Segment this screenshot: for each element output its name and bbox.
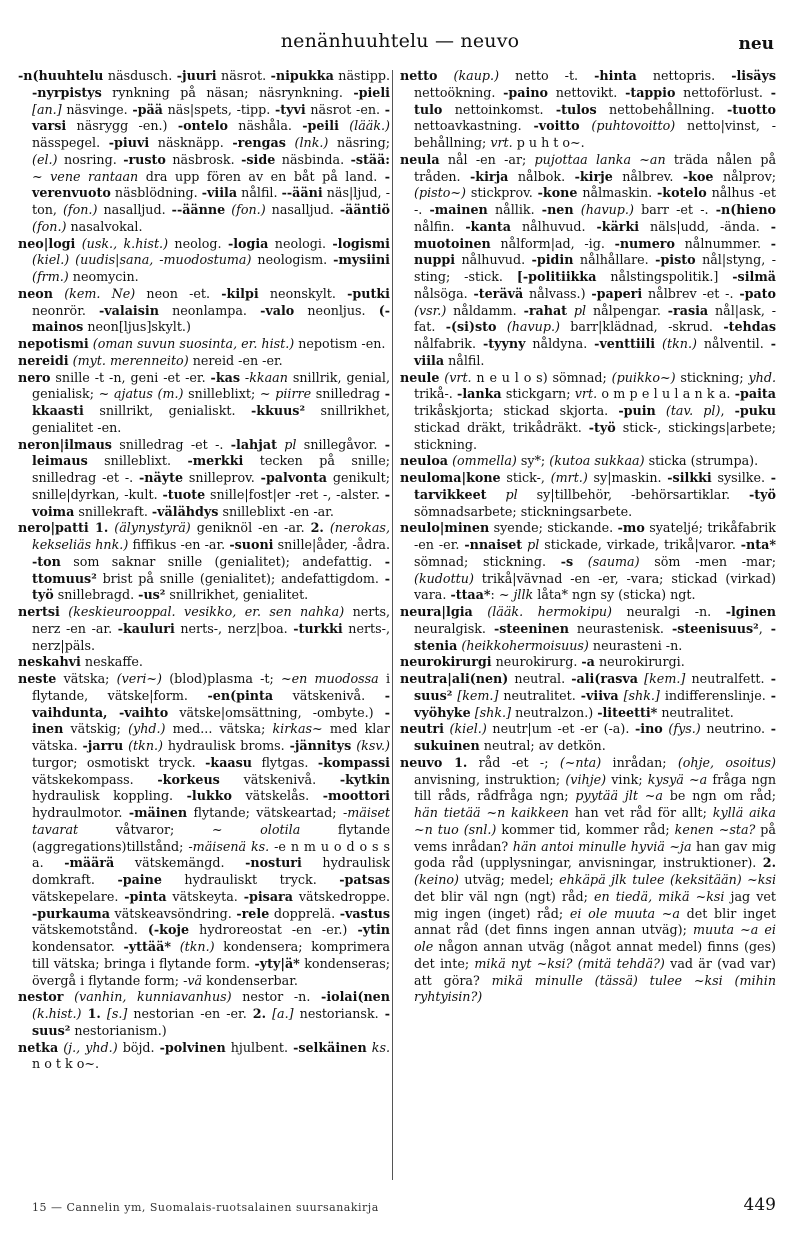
dictionary-entry: neuvo 1. råd -et -; (~nta) inrådan; (ohje, osoitus) anvisning, instruktion; (vihje) vink; kysyä ~a fråga ngn till råds, rådfråga ngn; pyytää jlt ~a be ngn om råd; hän tietää ~n kaikkeen han vet råd för allt; kyllä aika ~n tuo (snl.) kommer tid, kommer råd; kenen ~sta? på vems inrådan? hän antoi minulle hyviä ~ja han gav mig goda råd (upplysningar, anvisningar, instruktioner). 2. (keino) utväg; medel; ehkäpä jlk tulee (keksitään) ~ksi det blir väl ngn (ngt) råd; en tiedä, mikä ~ksi jag vet mig ingen (inget) råd; ei ole muuta ~a det blir inget annat råd (det finns ingen annan utväg); muuta ~a ei ole någon annan utväg (något annat medel) finns (ges) det inte; mikä nyt ~ksi? (mitä tehdä?) vad är (vad var) att göra? mikä minulle (tässä) tulee ~ksi (mihin ryhtyisin?) — [400, 754, 776, 1005]
page-number: 449 — [743, 1195, 776, 1215]
dictionary-entry: neron|ilmaus snilledrag -et -. -lahjat pl snillegåvor. -leimaus snilleblixt. -merkki tecken på snille; snilledrag -et -. -näyte snilleprov. -palvonta geniku​lt; snille|dyrkan, -kult. -tuote snille|fost|er -ret -, -alster. -voima snillekraft. -välähdys snilleblixt -en -ar. — [18, 436, 390, 519]
dictionary-entry: neutra|ali(nen) neutral. -ali(rasva [kem.] neutralfett. -suus² [kem.] neutralitet. -viiva [shk.] indifferenslinje. -vyöhyke [shk.] neutralzon.) -liteetti* neutralitet. — [400, 671, 776, 720]
dictionary-entry: nereidi (myt. merenneito) nereid -en -er. — [18, 352, 283, 368]
dictionary-entry: nertsi (keskieurooppal. vesikko, er. sen nahka) nerts, nerz -en -ar. -kauluri nerts-, nerz|boa. -turkki nerts-, nerz|päls. — [18, 604, 390, 653]
dictionary-entry: nepotismi (oman suvun suosinta, er. hist.) nepotism -en. — [18, 336, 386, 351]
dictionary-entry: neula nål -en -ar; pujottaa lanka ~an träda nålen på tråden. -kirja nålbok. -kirje nålbrev. -koe nålprov; (pisto~) stickprov. -kone nålmaskin. -kotelo nålhus -et -. -mainen nållik. -nen (havup.) barr -et -. -n(hieno nålfin. -kanta nålhuvud. -kärki näls|udd, -ända. -muotoinen nålform|ad, -ig. -numero nålnummer. -nuppi nålhuvud. -pidin nålhållare. -pisto nål|styng, -sting; -stick. [-politiikka nålstingspolitik.] -silmä nålsöga. -terävä nålvass.) -paperi nålbrev -et -. -pato (vsr.) nåldamm. -rahat pl nålpengar. -rasia nål|ask, -fat. -(si)sto (havup.) barr|klädnad, -skrud. -tehdas nålfabrik. -tyyny nåldyna. -venttiili (tkn.) nålventil. -viila nålfil. — [400, 151, 776, 368]
column-divider — [392, 70, 393, 1180]
page-header — [0, 28, 800, 62]
dictionary-entry: neutri (kiel.) neutr|um -et -er (-a). -ino (fys.) neutrino. -sukuinen neutral; av detkön. — [400, 721, 776, 753]
dictionary-entry: neon (kem. Ne) neon -et. -kilpi neonskylt. -putki neonrör. -valaisin neonlampa. -valo neonljus. (-mainos neon[ljus]skylt.) — [18, 285, 390, 335]
dictionary-entry: neule (vrt. n e u l o s) sömnad; (puikko~) stickning; yhd. trikå-. -lanka stickgarn; vrt. o m p e l u l a n k a. -paita trikåskjorta; stickad skjorta. -puin (tav. pl), -puku stickad dräkt, trikådräkt. -työ stick-, stickings|arbete; stickning. — [400, 369, 776, 452]
dictionary-entry: neskahvi neskaffe. — [18, 654, 143, 670]
dictionary-entry: neulo|minen syende; stickande. -mo syatelјé; trikåfabrik -en -er. -nnaiset pl stickade, virkade, trikå|varor. -nta* sömnad; stickning. -s (sauma) söm -men -mar; (kudottu) trikå|vävnad -en -er, -vara; stickad (virkad) vara. -ttaa*: ~ jllk låta* ngn sy (sticka) ngt. — [400, 520, 776, 603]
dictionary-entry: netka (j., yhd.) böjd. -polvinen hjulbent. -selkäinen ks. n o t k o~. — [18, 1039, 390, 1072]
running-head: nenänhuuhtelu — neuvo — [280, 30, 520, 52]
dictionary-entry: neura|lgia (lääk. hermokipu) neuralgi -n. -lginen neuralgisk. -steeninen neurastenisk. -steenisuus², -stenia (heikkohermoisuus) neurasteni -n. — [400, 604, 776, 653]
guide-word: neu — [738, 34, 774, 54]
dictionary-entry: neuloma|kone stick-, (mrt.) sy|maskin. -silkki sysilke. -tarvikkeet pl sy|tillbehör, -behörsartiklar. -työ sömnadsarbete; stickningsarbete. — [400, 470, 776, 519]
dictionary-entry: nestor (vanhin, kunniavanhus) nestor -n. -iolai(nen (k.hist.) 1. [s.] nestorian -en -er. 2. [a.] nestoriansk. -suus² nestorianism.) — [18, 989, 390, 1038]
dictionary-entry: nero|patti 1. (älynystyrä) geniknöl -en -ar. 2. (nerokas, kekseliäs hnk.) fiffikus -en -ar. -suoni snille|åder, -ådra. -ton som saknar snille (genialitet); andefattig. -ttomuus² brist på snille (genialitet); andefattigdom. -työ snillebragd. -us² snillrikhet, genialitet. — [18, 520, 390, 603]
dictionary-entry: netto (kaup.) netto -t. -hinta nettopris. -lisäys nettoökning. -paino nettovikt. -tappio nettoförlust. -tulo nettoinkomst. -tulos nettobehållning. -tuotto nettoavkastning. -voitto (puhtovoitto) netto|vinst, -behållning; vrt. p u h t o~. — [400, 68, 776, 150]
dictionary-entry: neo|logi (usk., k.hist.) neolog. -logia neologi. -logismi (kiel.) (uudis|sana, -muodostuma) neologism. -mysiini (frm.) neomycin. — [18, 235, 390, 284]
printer-signature: 15 — Cannelin ym, Suomalais-ruotsalainen suursanakirja — [32, 1201, 379, 1214]
dictionary-entry: neuloa (ommella) sy*; (kutoa sukkaa) sticka (strumpa). — [400, 453, 759, 469]
dictionary-entry: nero snille -t -n, geni -et -er. -kas -kkaan snillrik, genial, genialisk; ~ ajatus (m.) snilleblixt; ~ piirre snilledrag -kkaasti snillrikt, genialiskt. -kkuus² snillrikhet, genialitet -en. — [18, 369, 390, 435]
dictionary-entry: neurokirurgi neurokirurg. -a neurokirurgi. — [400, 654, 685, 670]
page-footer — [0, 1195, 800, 1221]
dictionary-entry: -n(huuhtelu näsdusch. -juuri näsrot. -nipukka nästipp. -nyrpistys rynkning på näsan; näsrynkning. -pieli [an.] näsvinge. -pää näs|spets, -tipp. -tyvi näsrot -en. -varsi näsrygg -en.) -ontelo näshåla. -peili (lääk.) nässpegel. -piuvi näsknäpp. -rengas (lnk.) näsring; (el.) nosring. -rusto näsbrosk. -side näsbinda. -stää: ~ vene rantaan dra upp fören av en båt på land. -verenvuoto näsblödning. -viila nålfil. --ääni näs|ljud, -ton, (fon.) nasalljud. --äänne (fon.) nasalljud. -ääntiö (fon.) nasalvokal. — [18, 68, 390, 234]
dictionary-entry: neste vätska; (veri~) (blod)plasma -t; ~en muodossa i flytande, vätske|form. -en(pinta vätskenivå. -vaihdunta, -vaihto vätske|omsättning, -ombyte.) -inen vätskig; (yhd.) med... vätska; kirkas~ med klar vätska. -jarru (tkn.) hydraulisk broms. -jännitys (ksv.) turgor; osmotiskt tryck. -kaasu flytgas. -kompassi vätskekompass. -korkeus vätskenivå. -kytkin hydraulisk koppling. -lukko vätskelås. -moottori hydraulmotor. -mäinen flytande; vätskeartad; -mäiset tavarat våtvaror; ~ olotila flytande (aggregations)tillstånd; -mäisenä ks. -e n m u o d o s s a. -määrä vätskemängd. -nosturi hydraulisk domkraft. -paine hydrauliskt tryck. -patsas vätskepelare. -pinta vätskeyta. -pisara vätskedroppe. -purkauma vätskeavsöndring. -rele dopprelä. -vastus vätskemotstånd. (-koje hydroreostat -en -er.) -ytin kondensator. -yttää* (tkn.) kondensera; komprimera till vätska; bringa i flytande form. -yty|ä* kondenseras; övergå i flytande form; -vä kondenserbar. — [18, 671, 390, 988]
left-column — [18, 68, 390, 1184]
right-column — [400, 68, 776, 1184]
